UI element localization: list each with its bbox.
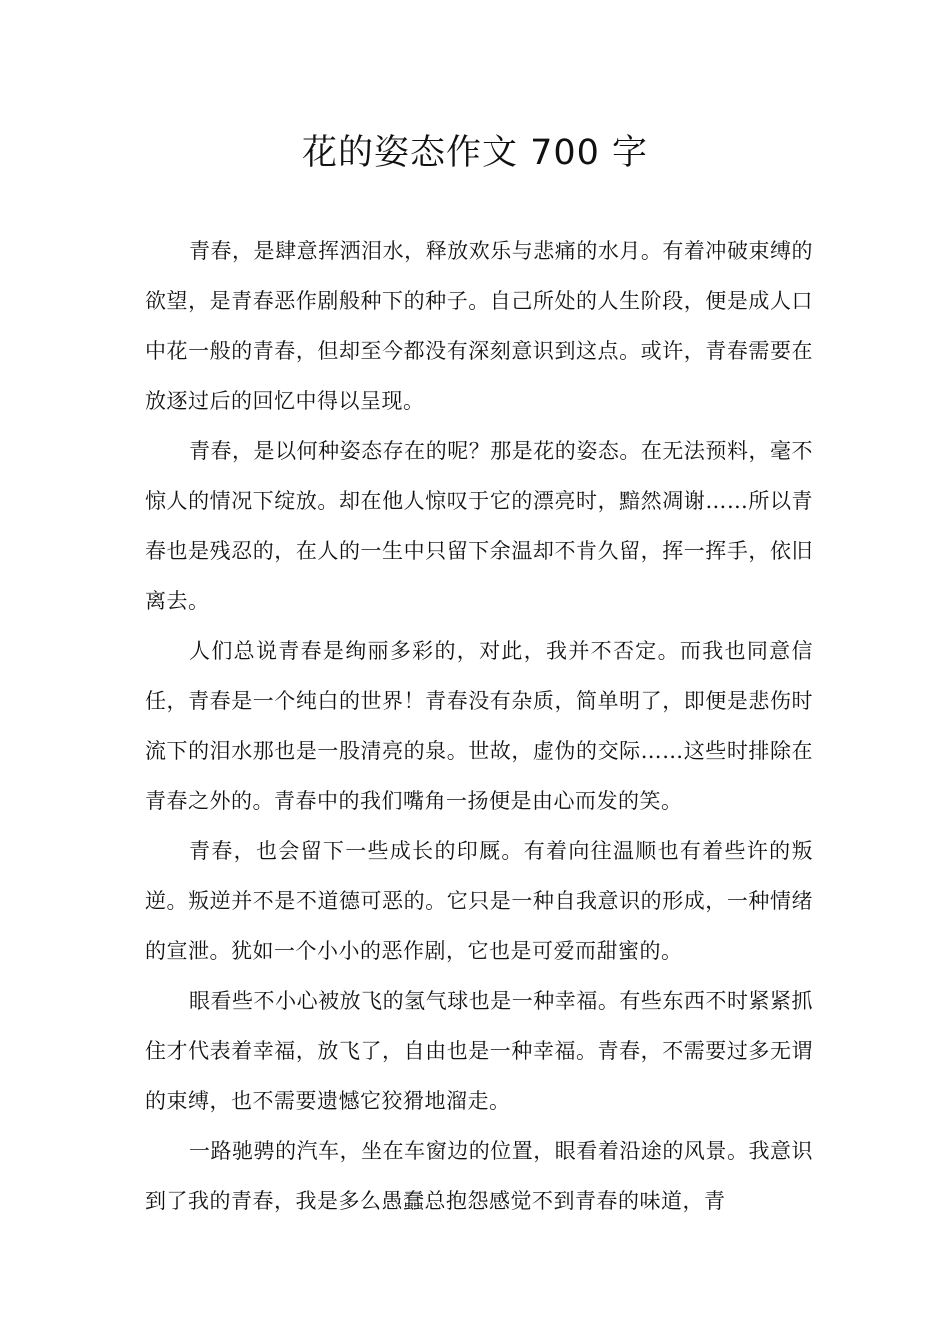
paragraph-4: 青春，也会留下一些成长的印厩。有着向往温顺也有着些许的叛逆。叛逆并不是不道德可恶的。它只是一种自我意识的形成，一种情绪的宣泄。犹如一个小小的恶作剧，它也是可爱而甜蜜的。 [145,839,813,963]
paragraph-3: 人们总说青春是绚丽多彩的，对此，我并不否定。而我也同意信任，青春是一个纯白的世界！青春没有杂质，简单明了，即便是悲伤时流下的泪水那也是一股清亮的泉。世故，虚伪的交际……这些时排除在青春之外的。青春中的我们嘴角一扬便是由心而发的笑。 [145,639,813,813]
document-body [145,226,813,1226]
document-title: 花的姿态作文 700 字 [301,133,649,173]
paragraph-2: 青春，是以何种姿态存在的呢？那是花的姿态。在无法预料，毫不惊人的情况下绽放。却在他人惊叹于它的漂亮时，黯然凋谢……所以青春也是残忍的，在人的一生中只留下余温却不肯久留，挥一挥手，依旧离去。 [145,439,813,613]
paragraph-5: 眼看些不小心被放飞的氢气球也是一种幸福。有些东西不时紧紧抓住才代表着幸福，放飞了，自由也是一种幸福。青春，不需要过多无谓的束缚，也不需要遗憾它狡猾地溜走。 [145,989,813,1113]
paragraph-6: 一路驰骋的汽车，坐在车窗边的位置，眼看着沿途的风景。我意识到了我的青春，我是多么愚蠢总抱怨感觉不到青春的味道，青 [145,1139,813,1213]
paragraph-1: 青春，是肆意挥洒泪水，释放欢乐与悲痛的水月。有着冲破束缚的欲望，是青春恶作剧般种下的种子。自己所处的人生阶段，便是成人口中花一般的青春，但却至今都没有深刻意识到这点。或许，青春需要在放逐过后的回忆中得以呈现。 [145,239,813,413]
